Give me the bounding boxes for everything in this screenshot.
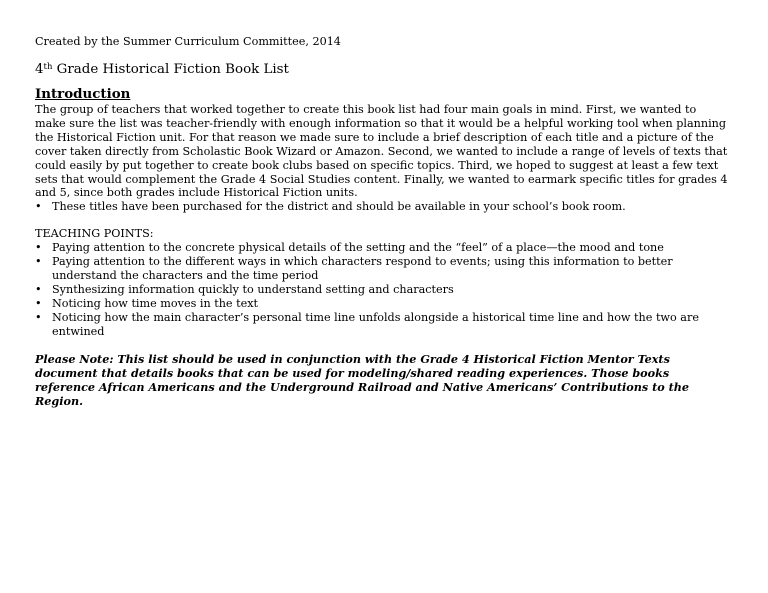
teaching-points-list bbox=[35, 241, 735, 338]
document-page bbox=[35, 35, 735, 408]
please-note: Please Note: This list should be used in conjunction with the Grade 4 Historical Fiction Mentor Texts document that details books that can be used for modeling/shared reading experiences. Those books reference African Americans and the Underground Railroad and Native Americans’ Contributions to the Region. bbox=[35, 351, 690, 408]
title-grade-number: 4 bbox=[35, 62, 44, 77]
list-item bbox=[35, 241, 735, 255]
teaching-point-text: Synthesizing information quickly to understand setting and characters bbox=[52, 282, 454, 296]
teaching-points-label: TEACHING POINTS: bbox=[35, 227, 154, 241]
committee-credit: Created by the Summer Curriculum Committee, 2014 bbox=[35, 35, 341, 48]
teaching-point-text: Noticing how time moves in the text bbox=[52, 296, 259, 310]
availability-list bbox=[35, 200, 735, 214]
bullet-icon: • bbox=[35, 200, 42, 214]
introduction-heading: Introduction bbox=[35, 86, 131, 102]
bullet-icon: • bbox=[35, 241, 42, 255]
availability-note: These titles have been purchased for the district and should be available in your school’s book room. bbox=[52, 200, 626, 214]
list-item bbox=[35, 297, 735, 311]
introduction-paragraph: The group of teachers that worked together to create this book list had four main goals in mind. First, we wanted to make sure the list was teacher-friendly with enough information so that it would be a helpful working tool when planning the Historical Fiction unit. For that reason we made sure to include a brief description of each title and a picture of the cover taken directly from Scholastic Book Wizard or Amazon. Second, we wanted to include a range of levels of texts that could easily by put together to create book clubs based on specific topics. Third, we hoped to suggest at least a few text sets that would complement the Grade 4 Social Studies content. Finally, we wanted to earmark specific titles for grades 4 and 5, since both grades include Historical Fiction units. bbox=[35, 103, 728, 200]
page-title bbox=[35, 61, 735, 78]
list-item bbox=[35, 200, 735, 214]
bullet-icon: • bbox=[35, 310, 42, 324]
bullet-icon: • bbox=[35, 255, 42, 269]
teaching-point-text: Noticing how the main character’s personal time line unfolds alongside a historical time line and how the two are entwined bbox=[52, 310, 699, 338]
teaching-point-text: Paying attention to the concrete physical details of the setting and the “feel” of a place—the mood and tone bbox=[52, 241, 664, 255]
list-item bbox=[35, 283, 735, 297]
title-text: Grade Historical Fiction Book List bbox=[52, 62, 289, 77]
title-ordinal-suffix: th bbox=[43, 62, 53, 72]
list-item bbox=[35, 311, 735, 339]
bullet-icon: • bbox=[35, 282, 42, 296]
bullet-icon: • bbox=[35, 296, 42, 310]
list-item bbox=[35, 255, 735, 283]
teaching-point-text: Paying attention to the different ways in which characters respond to events; using this information to better understand the characters and the time period bbox=[52, 255, 673, 282]
